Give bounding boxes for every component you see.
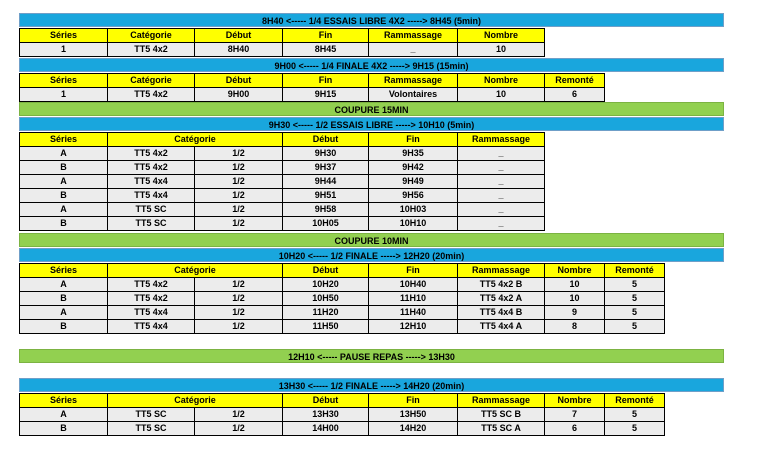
table-header-row	[20, 133, 545, 147]
column-header: Remonté	[605, 394, 665, 408]
table-cell: 10	[545, 292, 605, 306]
table-cell: 11H20	[283, 306, 369, 320]
table-cell: 5	[605, 292, 665, 306]
table-cell: 9H44	[283, 175, 369, 189]
table-row	[20, 88, 605, 102]
column-header: Remonté	[545, 74, 605, 88]
break-banner-coupure-10: COUPURE 10MIN	[19, 233, 724, 247]
table-cell: TT5 SC	[108, 203, 195, 217]
table-cell: 9H51	[283, 189, 369, 203]
table-cell: 10H05	[283, 217, 369, 231]
table-cell: TT5 4x4	[108, 320, 195, 334]
column-header: Nombre	[545, 264, 605, 278]
table-cell: 13H50	[369, 408, 458, 422]
table-cell: 8H40	[195, 43, 283, 57]
break-banner-coupure-15: COUPURE 15MIN	[19, 102, 724, 116]
table-cell: 10H10	[369, 217, 458, 231]
table-cell: 8	[545, 320, 605, 334]
column-header: Catégorie	[108, 264, 283, 278]
schedule-table-essais-demi	[19, 132, 545, 231]
table-row	[20, 189, 545, 203]
table-cell: TT5 4x4 B	[458, 306, 545, 320]
column-header: Fin	[283, 74, 369, 88]
table-cell: 10	[458, 88, 545, 102]
table-row	[20, 147, 545, 161]
break-banner-pause-repas: 12H10 <----- PAUSE REPAS -----> 13H30	[19, 349, 724, 363]
schedule-table-finale-quart	[19, 73, 605, 102]
table-cell: TT5 SC	[108, 217, 195, 231]
table-cell: TT5 4x2	[108, 43, 195, 57]
column-header: Catégorie	[108, 29, 195, 43]
table-row	[20, 292, 665, 306]
column-header: Début	[195, 29, 283, 43]
table-cell: 14H00	[283, 422, 369, 436]
table-cell: B	[20, 161, 108, 175]
table-cell: TT5 4x2	[108, 278, 195, 292]
column-header: Séries	[20, 133, 108, 147]
table-cell: _	[458, 217, 545, 231]
table-cell: 1/2	[195, 161, 283, 175]
table-cell: 10H03	[369, 203, 458, 217]
column-header: Nombre	[458, 74, 545, 88]
section-title-essais-quart: 8H40 <----- 1/4 ESSAIS LIBRE 4X2 -----> 8H45 (5min)	[19, 13, 724, 27]
table-cell: TT5 SC B	[458, 408, 545, 422]
table-cell: 1/2	[195, 278, 283, 292]
table-row	[20, 43, 545, 57]
table-cell: _	[458, 147, 545, 161]
table-cell: 12H10	[369, 320, 458, 334]
table-cell: 1/2	[195, 408, 283, 422]
column-header: Début	[283, 133, 369, 147]
table-cell: Volontaires	[369, 88, 458, 102]
table-cell: 7	[545, 408, 605, 422]
table-cell: 14H20	[369, 422, 458, 436]
table-cell: 10	[458, 43, 545, 57]
table-cell: 1	[20, 43, 108, 57]
column-header: Séries	[20, 74, 108, 88]
table-cell: TT5 4x4	[108, 175, 195, 189]
table-cell: 9H30	[283, 147, 369, 161]
table-cell: 9H35	[369, 147, 458, 161]
table-row	[20, 422, 665, 436]
table-cell: 5	[605, 320, 665, 334]
table-header-row	[20, 29, 545, 43]
table-cell: 1/2	[195, 320, 283, 334]
table-cell: 9	[545, 306, 605, 320]
table-cell: A	[20, 306, 108, 320]
table-cell: 9H58	[283, 203, 369, 217]
column-header: Début	[283, 264, 369, 278]
table-header-row	[20, 394, 665, 408]
column-header: Séries	[20, 264, 108, 278]
table-cell: 9H56	[369, 189, 458, 203]
table-header-row	[20, 264, 665, 278]
table-cell: B	[20, 292, 108, 306]
table-cell: _	[458, 175, 545, 189]
table-cell: TT5 4x2	[108, 88, 195, 102]
table-cell: A	[20, 203, 108, 217]
table-cell: A	[20, 278, 108, 292]
table-cell: TT5 4x2 A	[458, 292, 545, 306]
table-cell: 5	[605, 422, 665, 436]
table-cell: 9H49	[369, 175, 458, 189]
table-cell: 6	[545, 422, 605, 436]
column-header: Fin	[369, 394, 458, 408]
table-cell: 9H37	[283, 161, 369, 175]
table-cell: A	[20, 175, 108, 189]
schedule-table-finale-demi-1	[19, 263, 665, 334]
table-cell: 11H40	[369, 306, 458, 320]
table-cell: 1/2	[195, 292, 283, 306]
column-header: Catégorie	[108, 133, 283, 147]
table-cell: A	[20, 408, 108, 422]
table-cell: 1/2	[195, 203, 283, 217]
table-cell: B	[20, 422, 108, 436]
section-title-finale-demi-1: 10H20 <----- 1/2 FINALE -----> 12H20 (20min)	[19, 248, 724, 262]
table-cell: 9H42	[369, 161, 458, 175]
table-row	[20, 320, 665, 334]
table-row	[20, 408, 665, 422]
table-cell: 1	[20, 88, 108, 102]
table-cell: TT5 4x2	[108, 161, 195, 175]
table-cell: _	[369, 43, 458, 57]
table-cell: A	[20, 147, 108, 161]
schedule-table-finale-demi-2	[19, 393, 665, 436]
table-row	[20, 161, 545, 175]
table-cell: _	[458, 189, 545, 203]
table-cell: 10H40	[369, 278, 458, 292]
table-cell: 5	[605, 408, 665, 422]
column-header: Début	[195, 74, 283, 88]
table-cell: TT5 4x4 A	[458, 320, 545, 334]
table-cell: _	[458, 161, 545, 175]
table-cell: 5	[605, 306, 665, 320]
table-cell: 1/2	[195, 306, 283, 320]
column-header: Catégorie	[108, 74, 195, 88]
table-cell: 1/2	[195, 217, 283, 231]
table-cell: 1/2	[195, 175, 283, 189]
table-cell: TT5 SC	[108, 422, 195, 436]
table-cell: TT5 SC	[108, 408, 195, 422]
table-cell: TT5 SC A	[458, 422, 545, 436]
schedule-table-essais-quart	[19, 28, 545, 57]
table-header-row	[20, 74, 605, 88]
column-header: Rammassage	[458, 133, 545, 147]
table-cell: 9H15	[283, 88, 369, 102]
table-row	[20, 306, 665, 320]
table-row	[20, 217, 545, 231]
table-row	[20, 203, 545, 217]
table-cell: 1/2	[195, 189, 283, 203]
table-cell: 10H50	[283, 292, 369, 306]
table-cell: TT5 4x4	[108, 306, 195, 320]
table-cell: 1/2	[195, 422, 283, 436]
table-cell: 10	[545, 278, 605, 292]
table-row	[20, 175, 545, 189]
table-cell: B	[20, 217, 108, 231]
table-cell: 11H50	[283, 320, 369, 334]
column-header: Rammassage	[458, 264, 545, 278]
table-row	[20, 278, 665, 292]
table-cell: 10H20	[283, 278, 369, 292]
column-header: Rammassage	[369, 74, 458, 88]
table-cell: 8H45	[283, 43, 369, 57]
table-cell: B	[20, 320, 108, 334]
column-header: Rammassage	[369, 29, 458, 43]
column-header: Remonté	[605, 264, 665, 278]
table-cell: B	[20, 189, 108, 203]
table-cell: 9H00	[195, 88, 283, 102]
section-title-essais-demi: 9H30 <----- 1/2 ESSAIS LIBRE -----> 10H10 (5min)	[19, 117, 724, 131]
table-cell: TT5 4x4	[108, 189, 195, 203]
table-cell: 13H30	[283, 408, 369, 422]
table-cell: 1/2	[195, 147, 283, 161]
table-cell: TT5 4x2	[108, 292, 195, 306]
table-cell: 5	[605, 278, 665, 292]
column-header: Fin	[283, 29, 369, 43]
column-header: Nombre	[545, 394, 605, 408]
table-cell: TT5 4x2 B	[458, 278, 545, 292]
table-cell: _	[458, 203, 545, 217]
column-header: Fin	[369, 264, 458, 278]
table-cell: 11H10	[369, 292, 458, 306]
table-cell: 6	[545, 88, 605, 102]
column-header: Séries	[20, 394, 108, 408]
column-header: Rammassage	[458, 394, 545, 408]
column-header: Début	[283, 394, 369, 408]
section-title-finale-quart: 9H00 <----- 1/4 FINALE 4X2 -----> 9H15 (15min)	[19, 58, 724, 72]
column-header: Séries	[20, 29, 108, 43]
column-header: Nombre	[458, 29, 545, 43]
column-header: Fin	[369, 133, 458, 147]
table-cell: TT5 4x2	[108, 147, 195, 161]
section-title-finale-demi-2: 13H30 <----- 1/2 FINALE -----> 14H20 (20min)	[19, 378, 724, 392]
column-header: Catégorie	[108, 394, 283, 408]
